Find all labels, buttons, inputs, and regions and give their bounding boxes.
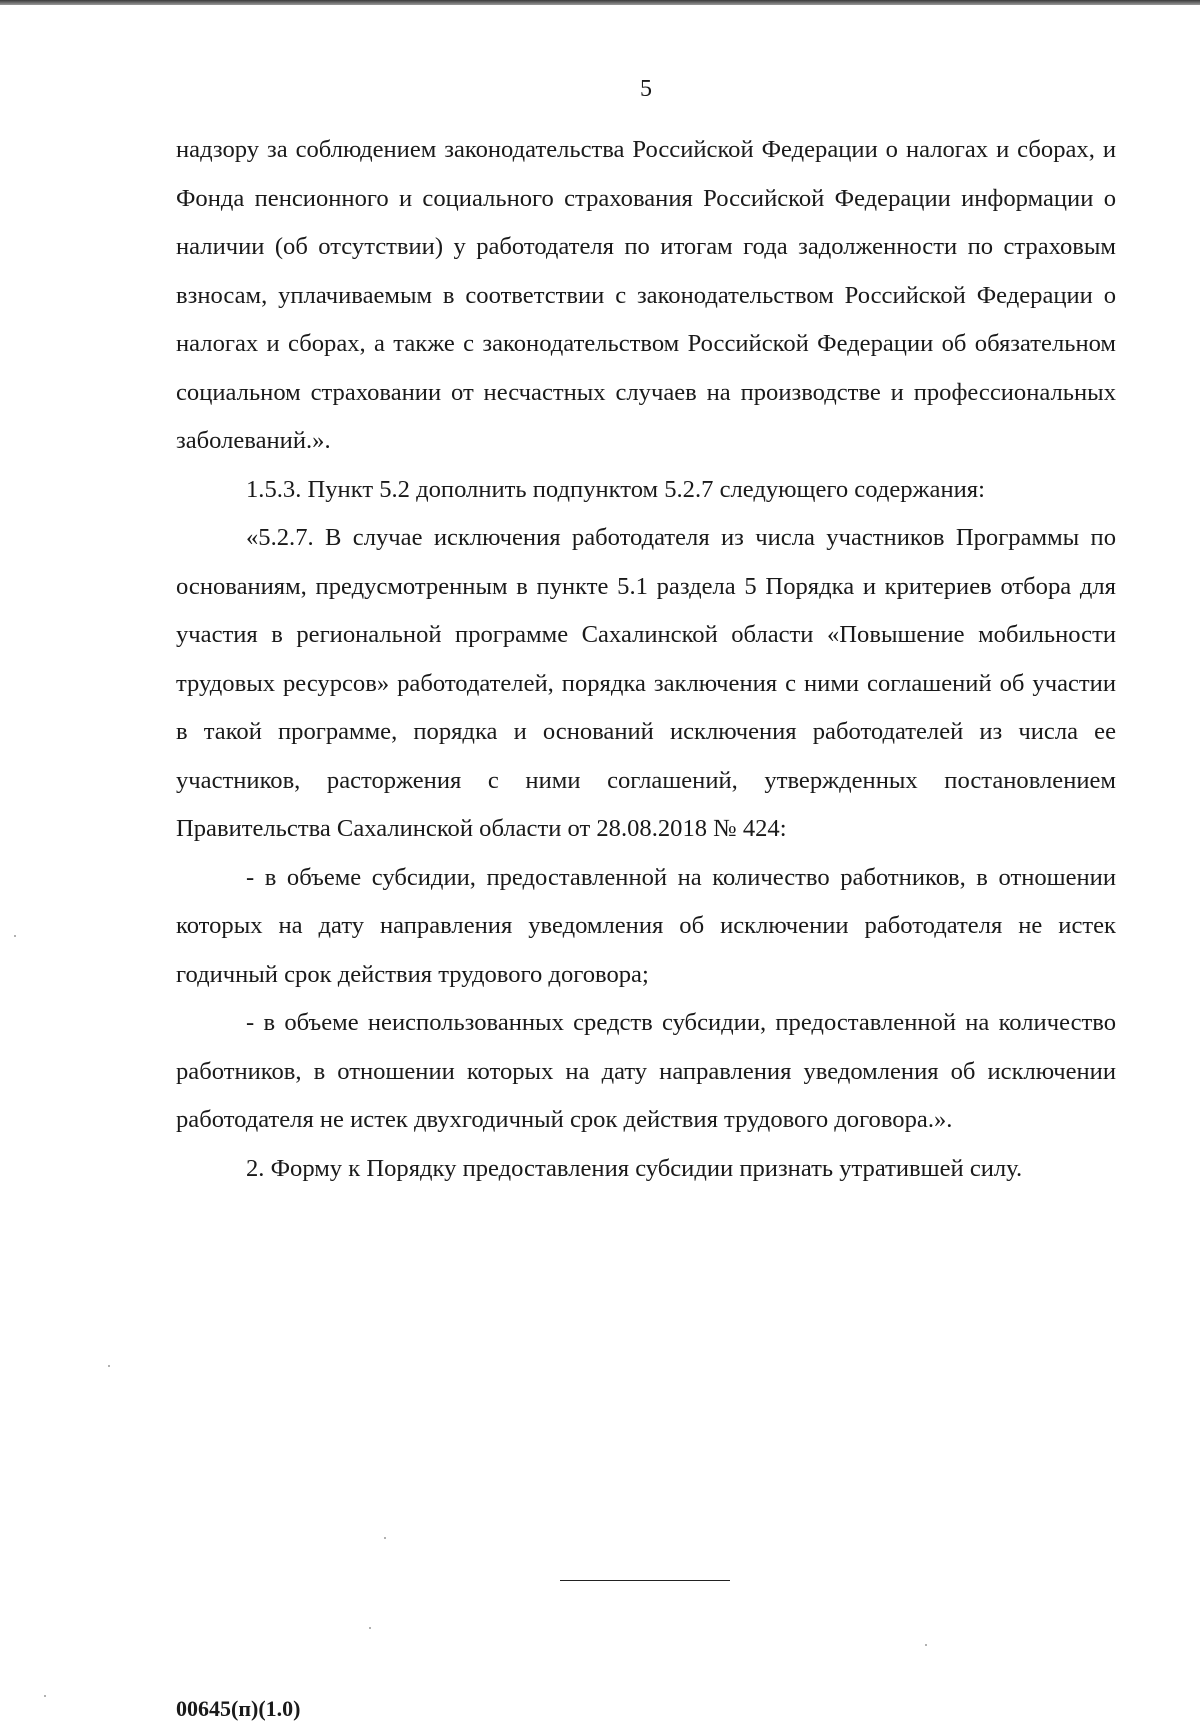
page-number: 5 bbox=[640, 76, 652, 102]
scan-speck bbox=[108, 1365, 110, 1367]
closing-separator-line bbox=[560, 1580, 730, 1581]
scan-speck bbox=[14, 935, 16, 937]
scan-speck bbox=[369, 1627, 371, 1629]
scan-speck bbox=[44, 1695, 46, 1697]
paragraph-bullet-2: - в объеме неиспользованных средств субсидии, предоставленной на количество работников, в отношении которых на дату направления уведомления об исключении работодателя не истек двухгодичный срок действия трудового договора.». bbox=[176, 1009, 1116, 1133]
paragraph-item-1-5-3: 1.5.3. Пункт 5.2 дополнить подпунктом 5.2.7 следующего содержания: bbox=[246, 475, 985, 503]
paragraph-bullet-1: - в объеме субсидии, предоставленной на количество работников, в отношении которых на дату направления уведомления об исключении работодателя не истек годичный срок действия трудового договора; bbox=[176, 863, 1116, 988]
paragraph-continuation: надзору за соблюдением законодательства Российской Федерации о налогах и сборах, и Фонда пенсионного и социального страхования Российской Федерации информации о наличии (об отсутствии) у работодателя по итогам года задолженности по страховым взносам, уплачиваемым в соответствии с законодательством Российской Федерации о налогах и сборах, а также с законодательством Российской Федерации об обязательном социальном страховании от несчастных случаев на производстве и профессиональных заболеваний.». bbox=[176, 136, 1116, 454]
paragraph-item-2: 2. Форму к Порядку предоставления субсидии признать утратившей силу. bbox=[246, 1154, 1023, 1182]
document-code: 00645(п)(1.0) bbox=[176, 1696, 301, 1721]
paragraph-item-5-2-7: «5.2.7. В случае исключения работодателя из числа участников Программы по основаниям, предусмотренным в пункте 5.1 раздела 5 Порядка и критериев отбора для участия в региональной программе Сахалинской области «Повышение мобильности трудовых ресурсов» работодателей, порядка заключения с ними соглашений об участии в такой программе, порядка и оснований исключения работодателей из числа ее участников, расторжения с ними соглашений, утвержденных постановлением Правительства Сахалинской области от 28.08.2018 № 424: bbox=[176, 524, 1116, 842]
scan-speck bbox=[384, 1537, 386, 1539]
scan-top-border bbox=[0, 0, 1200, 5]
scan-speck bbox=[925, 1644, 927, 1646]
document-body bbox=[176, 126, 1116, 1193]
